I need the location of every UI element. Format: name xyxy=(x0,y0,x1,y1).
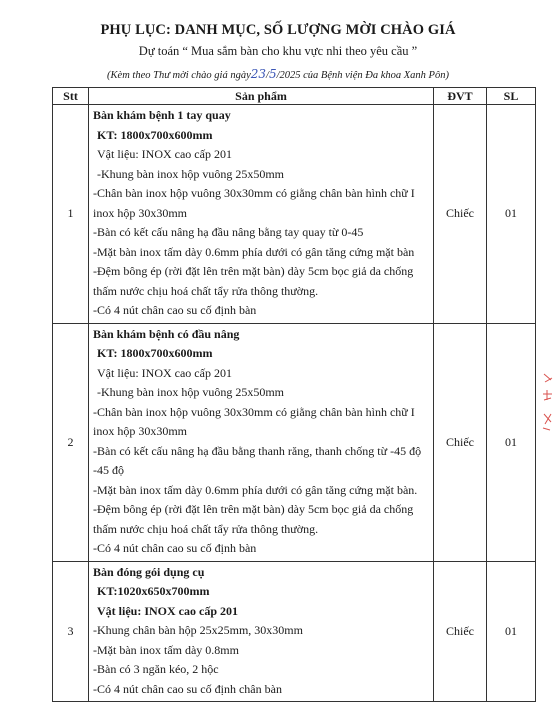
product-spec: -Bàn có kết cấu nâng hạ đầu bằng thanh răng, thanh chống từ -45 độ -45 độ xyxy=(93,443,422,477)
row-stt: 3 xyxy=(53,561,89,702)
row-stt: 1 xyxy=(53,105,89,324)
product-name: Bàn đóng gói dụng cụ xyxy=(93,564,205,579)
red-stamp-mark xyxy=(541,370,555,440)
product-name: Bàn khám bệnh 1 tay quay xyxy=(93,108,231,122)
page-subtitle: Dự toán “ Mua sắm bàn cho khu vực nhi theo yêu cầu ” xyxy=(138,44,418,58)
product-spec: -Khung chân bàn hộp 25x25mm, 30x30mm xyxy=(93,623,303,637)
row-product xyxy=(89,561,434,702)
product-spec: -Có 4 nút chân cao su cố định bàn xyxy=(93,541,257,555)
row-unit: Chiếc xyxy=(434,323,487,561)
row-unit: Chiếc xyxy=(434,105,487,324)
header-product: Sản phẩm xyxy=(89,88,434,105)
product-size: KT: 1800x700x600mm xyxy=(97,346,213,360)
product-material: Vật liệu: INOX cao cấp 201 xyxy=(97,147,232,161)
row-qty: 01 xyxy=(487,323,536,561)
product-spec: -Mặt bàn inox tấm dày 0.8mm xyxy=(93,642,239,657)
product-spec: -Có 4 nút chân cao su cố định bàn xyxy=(93,303,257,317)
product-spec: -Mặt bàn inox tấm dày 0.6mm phía dưới có gân tăng cứng mặt bàn. xyxy=(93,482,418,497)
header-unit: ĐVT xyxy=(434,88,487,105)
row-qty: 01 xyxy=(487,561,536,702)
product-material: Vật liệu: INOX cao cấp 201 xyxy=(97,365,232,380)
row-product xyxy=(89,323,434,561)
product-spec: -Đệm bông ép (rời đặt lên trên mặt bàn) dày 5cm bọc giả da chống thấm nước chịu hoá chất tẩy rửa thông thường. xyxy=(93,264,414,298)
table-row xyxy=(53,323,536,561)
product-name: Bàn khám bệnh có đầu nâng xyxy=(93,326,240,341)
product-spec: -Khung bàn inox hộp vuông 25x50mm xyxy=(97,166,284,181)
header-stt: Stt xyxy=(53,88,89,105)
product-spec: -Mặt bàn inox tấm dày 0.6mm phía dưới có gân tăng cứng mặt bàn xyxy=(93,244,415,259)
product-spec: -Đệm bông ép (rời đặt lên trên mặt bàn) dày 5cm bọc giả da chống thấm nước chịu hoá chất tẩy rửa thông thường. xyxy=(93,502,414,536)
product-table xyxy=(52,87,536,702)
row-stt: 2 xyxy=(53,323,89,561)
page-title: PHỤ LỤC: DANH MỤC, SỐ LƯỢNG MỜI CHÀO GIÁ xyxy=(100,22,456,38)
product-size: KT: 1800x700x600mm xyxy=(97,127,213,142)
product-spec: -Có 4 nút chân cao su cố định chân bàn xyxy=(93,681,282,696)
note-prefix: (Kèm theo Thư mời chào giá ngày xyxy=(107,70,251,81)
attachment-note xyxy=(0,67,556,81)
handwritten-month: 5 xyxy=(268,67,277,81)
note-separator: / xyxy=(266,70,269,81)
row-product xyxy=(89,105,434,324)
product-spec: -Bàn có kết cấu nâng hạ đầu nâng bằng tay quay từ 0-45 xyxy=(93,225,364,239)
product-spec: -Chân bàn inox hộp vuông 30x30mm có giằng chân bàn hình chữ I inox hộp 30x30mm xyxy=(93,404,415,438)
product-spec: -Bàn có 3 ngăn kéo, 2 hộc xyxy=(93,662,219,676)
product-material: Vật liệu: INOX cao cấp 201 xyxy=(97,603,238,618)
header-qty: SL xyxy=(487,88,536,105)
table-row xyxy=(53,561,536,702)
table-row xyxy=(53,105,536,324)
row-unit: Chiếc xyxy=(434,561,487,702)
handwritten-day: 23 xyxy=(250,67,267,81)
product-size: KT:1020x650x700mm xyxy=(97,584,210,598)
note-suffix: /2025 của Bệnh viện Đa khoa Xanh Pôn) xyxy=(276,70,449,81)
product-spec: -Chân bàn inox hộp vuông 30x30mm có giằng chân bàn hình chữ I inox hộp 30x30mm xyxy=(93,186,415,220)
table-header-row xyxy=(53,88,536,105)
row-qty: 01 xyxy=(487,105,536,324)
product-spec: -Khung bàn inox hộp vuông 25x50mm xyxy=(97,385,284,399)
